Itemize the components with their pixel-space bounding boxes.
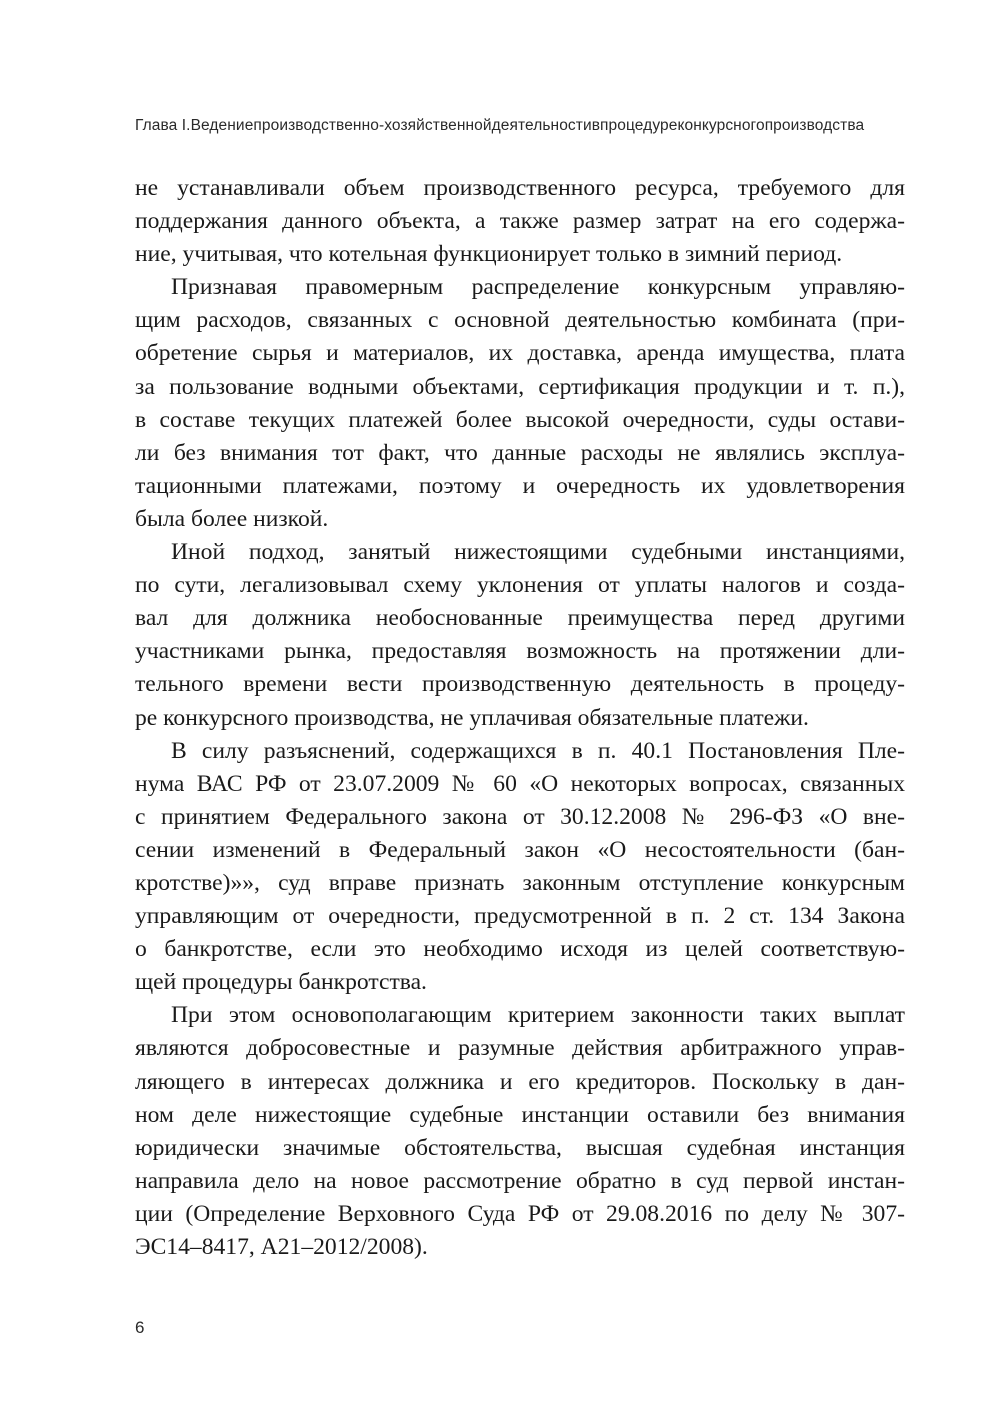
text-line: не устанавливали объем производственного ресурса, требуемого для [135,175,905,201]
text-line: участниками рынка, предоставляя возможность на протяжении дли- [135,638,905,665]
text-line: В силу разъяснений, содержащихся в п. 40.1 Постановления Пле- [171,737,905,764]
text-line: Иной подход, занятый нижестоящими судебными инстанциями, [171,539,905,566]
text-line: ли без внимания тот факт, что данные расходы не являлись эксплуа- [135,439,905,466]
running-head: Глава I.Ведениепроизводственно-хозяйственнойдеятельностивпроцедуреконкурсногопроизводства [135,117,865,134]
text-line: щим расходов, связанных с основной деятельностью комбината (при- [135,307,905,334]
text-line: ЭС14–8417, А21–2012/2008). [135,1234,428,1260]
text-line: ном деле нижестоящие судебные инстанции оставили без внимания [135,1101,905,1128]
text-line: в составе текущих платежей более высокой очередности, суды остави- [135,406,905,433]
text-line: с принятием Федерального закона от 30.12.2008 № 296-ФЗ «О вне- [135,803,905,830]
text-line: юридически значимые обстоятельства, высшая судебная инстанция [135,1134,905,1161]
text-line: ляющего в интересах должника и его кредиторов. Поскольку в дан- [135,1068,905,1095]
text-line: щей процедуры банкротства. [135,969,427,996]
text-line: о банкротстве, если это необходимо исходя из целей соответствую- [135,936,905,963]
text-line: ции (Определение Верховного Суда РФ от 29.08.2016 по делу № 307- [135,1200,905,1227]
text-line: была более низкой. [135,505,329,532]
body-text [135,172,905,1264]
text-line: При этом основополагающим критерием законности таких выплат [171,1002,905,1029]
text-line: нума ВАС РФ от 23.07.2009 № 60 «О некоторых вопросах, связанных [135,770,905,797]
page-number: 6 [135,1318,145,1337]
text-line: поддержания данного объекта, а также размер затрат на его содержа- [135,208,905,235]
text-line: ние, учитывая, что котельная функционирует только в зимний период. [135,241,843,268]
text-line: вал для должника необоснованные преимущества перед другими [135,605,905,632]
text-line: являются добросовестные и разумные действия арбитражного управ- [135,1035,905,1062]
text-line: обретение сырья и материалов, их доставка, аренда имущества, плата [135,340,905,367]
text-line: ре конкурсного производства, не уплачивая обязательные платежи. [135,704,809,731]
text-line: управляющим от очередности, предусмотренной в п. 2 ст. 134 Закона [135,903,905,930]
text-line: Признавая правомерным распределение конкурсным управляю- [171,274,905,301]
text-line: кротстве)»», суд вправе признать законным отступление конкурсным [135,869,905,896]
text-line: сении изменений в Федеральный закон «О несостоятельности (бан- [135,836,905,863]
text-line: за пользование водными объектами, сертификация продукции и т. п.), [135,373,905,400]
text-line: тельного времени вести производственную деятельность в процеду- [135,671,905,698]
text-line: направила дело на новое рассмотрение обратно в суд первой инстан- [135,1167,905,1194]
text-line: по сути, легализовывал схему уклонения от уплаты налогов и созда- [135,572,905,599]
text-line: тационными платежами, поэтому и очередность их удовлетворения [135,472,905,499]
